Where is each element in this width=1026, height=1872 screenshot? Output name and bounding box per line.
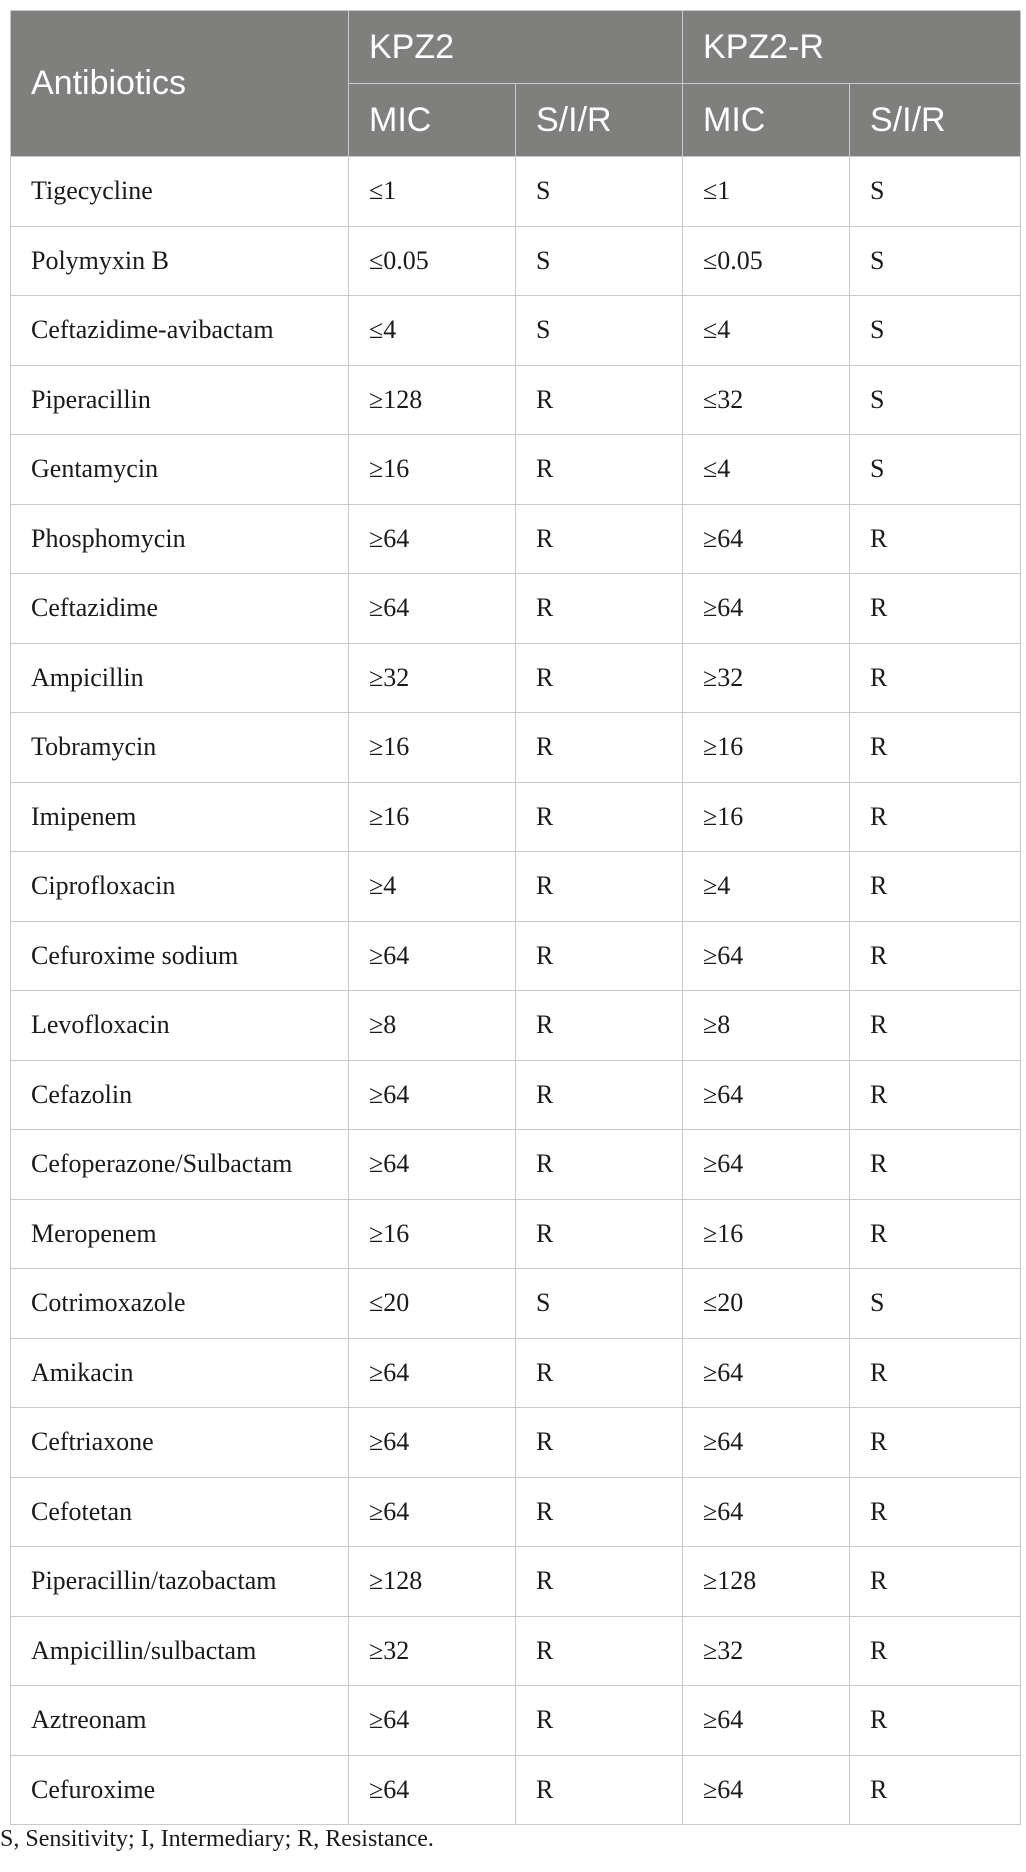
- kpz2-r-mic-cell: ≤32: [683, 365, 850, 435]
- header-kpz2-r-mic: MIC: [683, 84, 850, 157]
- kpz2-sir-cell: R: [516, 713, 683, 783]
- kpz2-sir-cell: R: [516, 435, 683, 505]
- kpz2-r-mic-cell: ≥64: [683, 1060, 850, 1130]
- kpz2-r-sir-cell: S: [850, 226, 1021, 296]
- antibiotic-name-cell: Aztreonam: [11, 1686, 349, 1756]
- kpz2-mic-cell: ≥32: [349, 1616, 516, 1686]
- header-kpz2-r-sir: S/I/R: [850, 84, 1021, 157]
- kpz2-r-sir-cell: R: [850, 1686, 1021, 1756]
- kpz2-r-mic-cell: ≥64: [683, 1755, 850, 1825]
- antibiotic-name-cell: Piperacillin/tazobactam: [11, 1547, 349, 1617]
- antibiotic-name-cell: Meropenem: [11, 1199, 349, 1269]
- table-row: [11, 1616, 1021, 1686]
- kpz2-r-sir-cell: R: [850, 643, 1021, 713]
- kpz2-r-mic-cell: ≥64: [683, 1686, 850, 1756]
- kpz2-r-sir-cell: S: [850, 296, 1021, 366]
- kpz2-sir-cell: R: [516, 921, 683, 991]
- antibiotic-name-cell: Cefuroxime sodium: [11, 921, 349, 991]
- kpz2-r-sir-cell: R: [850, 782, 1021, 852]
- kpz2-mic-cell: ≥16: [349, 435, 516, 505]
- kpz2-sir-cell: R: [516, 643, 683, 713]
- kpz2-r-sir-cell: R: [850, 852, 1021, 922]
- kpz2-r-sir-cell: S: [850, 157, 1021, 227]
- antibiotic-name-cell: Gentamycin: [11, 435, 349, 505]
- table-row: [11, 226, 1021, 296]
- kpz2-sir-cell: R: [516, 1477, 683, 1547]
- kpz2-mic-cell: ≥4: [349, 852, 516, 922]
- kpz2-sir-cell: S: [516, 1269, 683, 1339]
- kpz2-r-mic-cell: ≥64: [683, 574, 850, 644]
- kpz2-mic-cell: ≤0.05: [349, 226, 516, 296]
- kpz2-mic-cell: ≥64: [349, 574, 516, 644]
- kpz2-r-sir-cell: S: [850, 435, 1021, 505]
- kpz2-r-sir-cell: R: [850, 991, 1021, 1061]
- table-row: [11, 921, 1021, 991]
- table-row: [11, 991, 1021, 1061]
- kpz2-mic-cell: ≥64: [349, 921, 516, 991]
- kpz2-r-sir-cell: R: [850, 1755, 1021, 1825]
- kpz2-r-mic-cell: ≥16: [683, 713, 850, 783]
- kpz2-sir-cell: R: [516, 1130, 683, 1200]
- header-group-kpz2: KPZ2: [349, 11, 683, 84]
- kpz2-sir-cell: R: [516, 1060, 683, 1130]
- kpz2-r-mic-cell: ≥8: [683, 991, 850, 1061]
- table-row: [11, 713, 1021, 783]
- kpz2-sir-cell: S: [516, 157, 683, 227]
- kpz2-r-mic-cell: ≥16: [683, 782, 850, 852]
- kpz2-sir-cell: R: [516, 852, 683, 922]
- antibiotic-name-cell: Tigecycline: [11, 157, 349, 227]
- table-row: [11, 852, 1021, 922]
- kpz2-sir-cell: R: [516, 1616, 683, 1686]
- table-footnote: S, Sensitivity; I, Intermediary; R, Resistance.: [0, 1826, 434, 1852]
- kpz2-mic-cell: ≥16: [349, 1199, 516, 1269]
- kpz2-sir-cell: S: [516, 296, 683, 366]
- kpz2-r-sir-cell: R: [850, 1199, 1021, 1269]
- table-row: [11, 574, 1021, 644]
- kpz2-r-mic-cell: ≤20: [683, 1269, 850, 1339]
- table-row: [11, 1060, 1021, 1130]
- table-header: [11, 11, 1021, 157]
- kpz2-r-sir-cell: R: [850, 1477, 1021, 1547]
- table-row: [11, 365, 1021, 435]
- kpz2-mic-cell: ≤4: [349, 296, 516, 366]
- kpz2-r-mic-cell: ≥64: [683, 921, 850, 991]
- kpz2-r-mic-cell: ≥4: [683, 852, 850, 922]
- kpz2-r-mic-cell: ≥64: [683, 1130, 850, 1200]
- table-row: [11, 504, 1021, 574]
- table-row: [11, 296, 1021, 366]
- antibiotic-name-cell: Ceftriaxone: [11, 1408, 349, 1478]
- kpz2-mic-cell: ≤20: [349, 1269, 516, 1339]
- kpz2-mic-cell: ≥16: [349, 782, 516, 852]
- kpz2-r-sir-cell: R: [850, 1616, 1021, 1686]
- kpz2-r-mic-cell: ≤4: [683, 435, 850, 505]
- table-row: [11, 782, 1021, 852]
- antibiotic-name-cell: Imipenem: [11, 782, 349, 852]
- kpz2-sir-cell: R: [516, 991, 683, 1061]
- kpz2-sir-cell: R: [516, 1686, 683, 1756]
- kpz2-mic-cell: ≥64: [349, 1408, 516, 1478]
- antibiotic-name-cell: Ampicillin: [11, 643, 349, 713]
- header-row-groups: [11, 11, 1021, 84]
- antibiotic-name-cell: Cefoperazone/Sulbactam: [11, 1130, 349, 1200]
- kpz2-mic-cell: ≥64: [349, 1477, 516, 1547]
- kpz2-mic-cell: ≥32: [349, 643, 516, 713]
- kpz2-mic-cell: ≥8: [349, 991, 516, 1061]
- kpz2-r-mic-cell: ≥32: [683, 1616, 850, 1686]
- kpz2-sir-cell: R: [516, 782, 683, 852]
- kpz2-r-sir-cell: R: [850, 504, 1021, 574]
- table-row: [11, 1130, 1021, 1200]
- table-row: [11, 1547, 1021, 1617]
- kpz2-r-mic-cell: ≤0.05: [683, 226, 850, 296]
- table-row: [11, 435, 1021, 505]
- table-row: [11, 157, 1021, 227]
- antibiotic-name-cell: Ciprofloxacin: [11, 852, 349, 922]
- kpz2-sir-cell: R: [516, 504, 683, 574]
- kpz2-mic-cell: ≥128: [349, 365, 516, 435]
- kpz2-r-mic-cell: ≥64: [683, 504, 850, 574]
- header-antibiotics: Antibiotics: [11, 11, 349, 157]
- kpz2-sir-cell: R: [516, 1408, 683, 1478]
- table-row: [11, 1755, 1021, 1825]
- kpz2-r-sir-cell: R: [850, 1338, 1021, 1408]
- kpz2-r-sir-cell: R: [850, 713, 1021, 783]
- kpz2-r-mic-cell: ≥64: [683, 1338, 850, 1408]
- header-kpz2-sir: S/I/R: [516, 84, 683, 157]
- kpz2-r-sir-cell: R: [850, 1547, 1021, 1617]
- kpz2-mic-cell: ≤1: [349, 157, 516, 227]
- antibiotic-name-cell: Amikacin: [11, 1338, 349, 1408]
- antibiotic-name-cell: Ceftazidime: [11, 574, 349, 644]
- kpz2-mic-cell: ≥64: [349, 1130, 516, 1200]
- kpz2-r-mic-cell: ≥32: [683, 643, 850, 713]
- kpz2-r-sir-cell: S: [850, 1269, 1021, 1339]
- kpz2-r-sir-cell: R: [850, 1060, 1021, 1130]
- kpz2-mic-cell: ≥64: [349, 1755, 516, 1825]
- antibiotic-name-cell: Cotrimoxazole: [11, 1269, 349, 1339]
- kpz2-mic-cell: ≥64: [349, 1060, 516, 1130]
- table-body: [11, 157, 1021, 1825]
- antibiotic-name-cell: Cefuroxime: [11, 1755, 349, 1825]
- antibiotic-name-cell: Ceftazidime-avibactam: [11, 296, 349, 366]
- antibiotic-name-cell: Ampicillin/sulbactam: [11, 1616, 349, 1686]
- table-row: [11, 1408, 1021, 1478]
- table-row: [11, 1199, 1021, 1269]
- kpz2-sir-cell: R: [516, 1547, 683, 1617]
- antibiotic-name-cell: Levofloxacin: [11, 991, 349, 1061]
- antibiotic-name-cell: Cefazolin: [11, 1060, 349, 1130]
- kpz2-sir-cell: R: [516, 365, 683, 435]
- kpz2-r-mic-cell: ≥16: [683, 1199, 850, 1269]
- antibiotic-name-cell: Piperacillin: [11, 365, 349, 435]
- kpz2-r-sir-cell: R: [850, 1408, 1021, 1478]
- kpz2-mic-cell: ≥64: [349, 1338, 516, 1408]
- kpz2-mic-cell: ≥64: [349, 504, 516, 574]
- antibiotic-name-cell: Tobramycin: [11, 713, 349, 783]
- antibiotic-name-cell: Polymyxin B: [11, 226, 349, 296]
- table-row: [11, 1686, 1021, 1756]
- table-row: [11, 1477, 1021, 1547]
- kpz2-mic-cell: ≥16: [349, 713, 516, 783]
- kpz2-sir-cell: R: [516, 1199, 683, 1269]
- antibiotic-susceptibility-table: [10, 10, 1021, 1825]
- kpz2-sir-cell: R: [516, 1755, 683, 1825]
- kpz2-r-mic-cell: ≤4: [683, 296, 850, 366]
- kpz2-sir-cell: R: [516, 574, 683, 644]
- kpz2-r-sir-cell: R: [850, 1130, 1021, 1200]
- header-group-kpz2-r: KPZ2-R: [683, 11, 1021, 84]
- kpz2-r-mic-cell: ≥64: [683, 1408, 850, 1478]
- antibiotic-name-cell: Cefotetan: [11, 1477, 349, 1547]
- kpz2-r-sir-cell: S: [850, 365, 1021, 435]
- kpz2-r-mic-cell: ≤1: [683, 157, 850, 227]
- table-row: [11, 1269, 1021, 1339]
- kpz2-sir-cell: R: [516, 1338, 683, 1408]
- header-kpz2-mic: MIC: [349, 84, 516, 157]
- table-row: [11, 643, 1021, 713]
- kpz2-r-sir-cell: R: [850, 574, 1021, 644]
- kpz2-mic-cell: ≥128: [349, 1547, 516, 1617]
- kpz2-sir-cell: S: [516, 226, 683, 296]
- table-container: [10, 10, 1020, 1825]
- kpz2-r-mic-cell: ≥64: [683, 1477, 850, 1547]
- antibiotic-name-cell: Phosphomycin: [11, 504, 349, 574]
- table-row: [11, 1338, 1021, 1408]
- kpz2-mic-cell: ≥64: [349, 1686, 516, 1756]
- kpz2-r-sir-cell: R: [850, 921, 1021, 991]
- kpz2-r-mic-cell: ≥128: [683, 1547, 850, 1617]
